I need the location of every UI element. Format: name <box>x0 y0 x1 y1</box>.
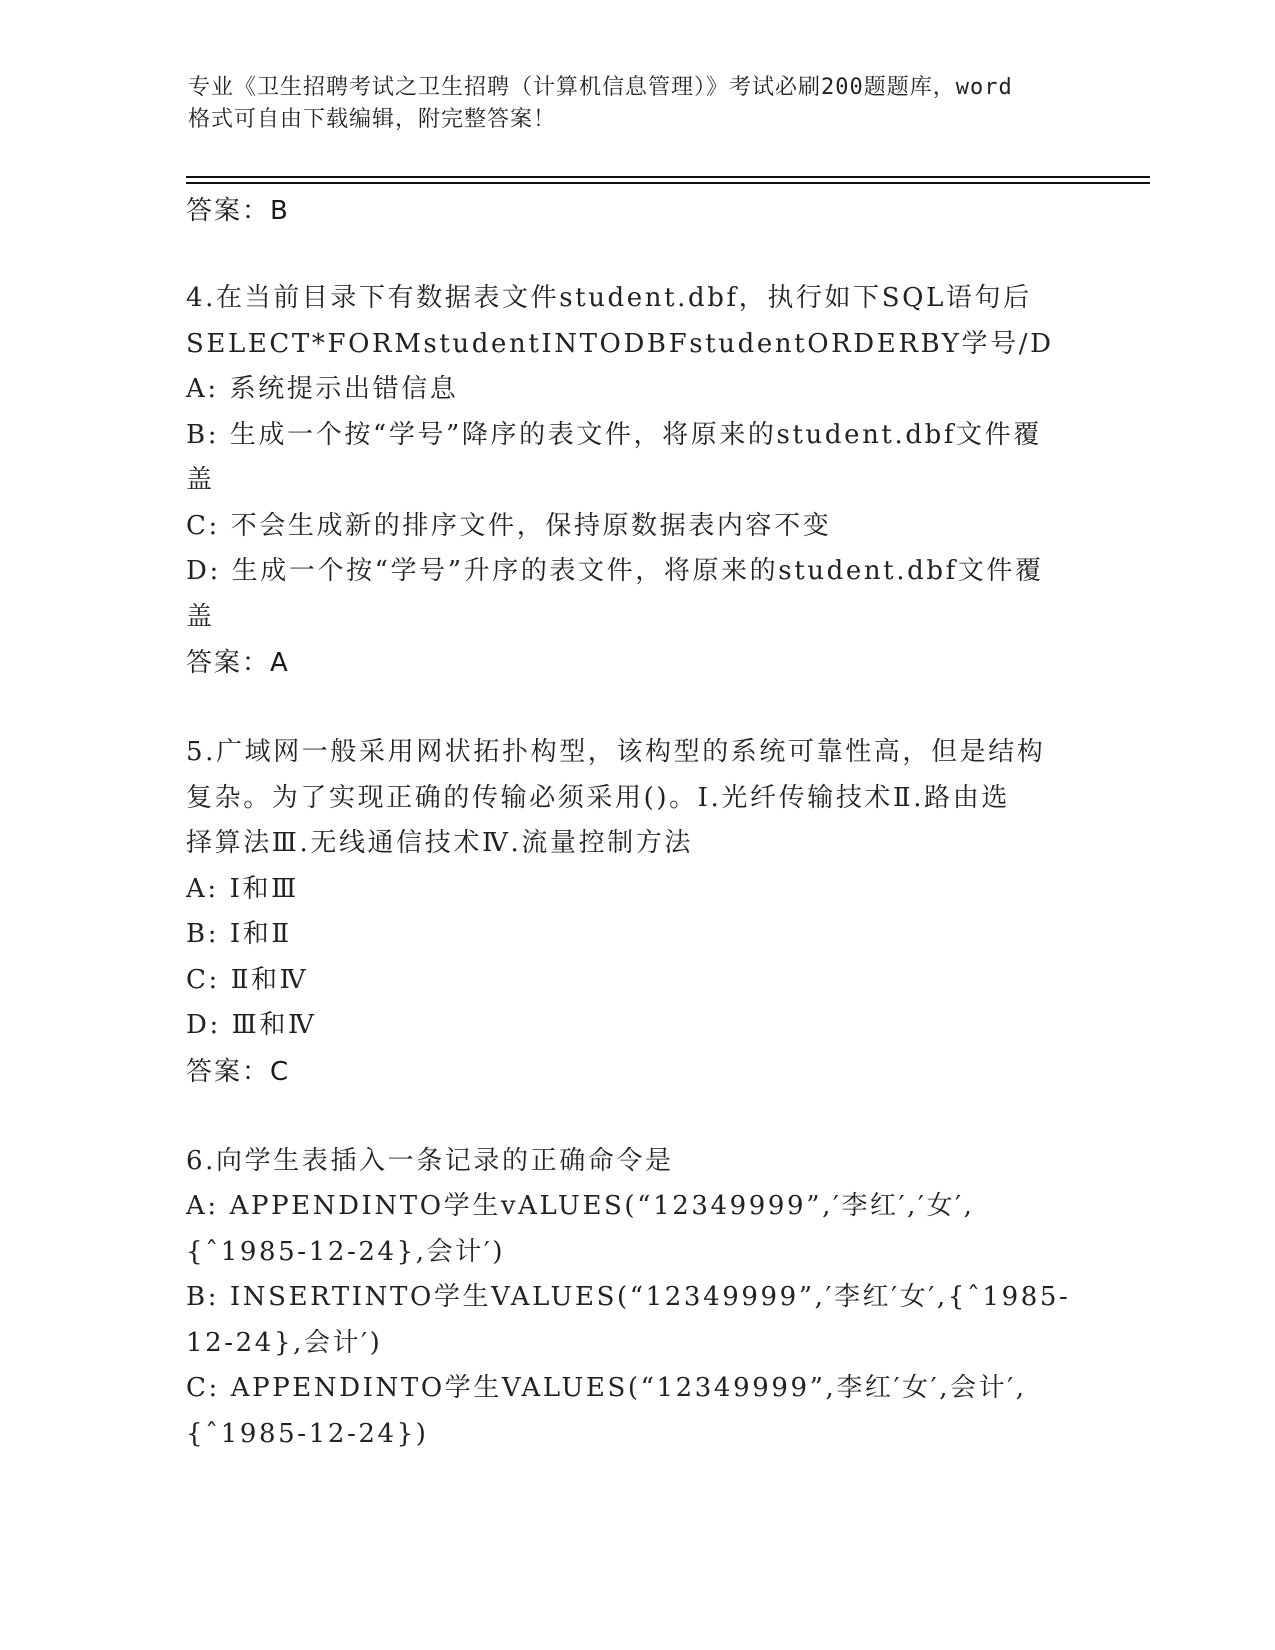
question-6 <box>186 1139 1086 1458</box>
header-line-2: 格式可自由下载编辑，附完整答案！ <box>188 107 557 132</box>
q6-option-a-line-1: A: APPENDINTO学生vALUES(“12349999”,′李红′,′女′, <box>186 1191 975 1221</box>
q5-option-c: C: Ⅱ和Ⅳ <box>186 964 309 995</box>
q4-option-c: C: 不会生成新的排序文件，保持原数据表内容不变 <box>186 510 832 541</box>
spacer <box>186 686 1086 730</box>
spacer <box>186 1095 1086 1139</box>
spacer <box>186 234 1086 276</box>
q4-option-b-line-1: B: 生成一个按“学号”降序的表文件，将原来的student.dbf文件覆 <box>186 419 1042 450</box>
q5-option-d: D: Ⅲ和Ⅳ <box>186 1010 317 1040</box>
q6-option-b-line-1: B: INSERTINTO学生VALUES(“12349999”,′李红′女′,{ˆ1985- <box>186 1282 1071 1312</box>
question-content <box>186 188 1086 1457</box>
header-line-1: 专业《卫生招聘考试之卫生招聘（计算机信息管理）》考试必刷200题题库，word <box>188 75 1013 100</box>
q5-stem-line-2: 复杂。为了实现正确的传输必须采用()。Ⅰ.光纤传输技术Ⅱ.路由选 <box>186 782 1010 813</box>
q4-stem-line-1: 4.在当前目录下有数据表文件student.dbf，执行如下SQL语句后 <box>186 283 1032 313</box>
q4-stem-line-2: SELECT*FORMstudentINTODBFstudentORDERBY学号/D <box>186 328 1054 359</box>
q6-option-b-line-2: 12-24},会计′) <box>186 1327 383 1358</box>
q4-option-d-line-1: D: 生成一个按“学号”升序的表文件，将原来的student.dbf文件覆 <box>186 556 1044 586</box>
header-divider-top <box>186 176 1150 178</box>
question-5 <box>186 730 1086 1095</box>
q5-stem-line-1: 5.广域网一般采用网状拓扑构型，该构型的系统可靠性高，但是结构 <box>186 737 1046 767</box>
page-header <box>188 72 1088 136</box>
q4-option-d-line-2: 盖 <box>186 601 215 632</box>
question-4 <box>186 276 1086 686</box>
q6-option-a-line-2: {ˆ1985-12-24},会计′) <box>186 1236 506 1267</box>
answer-previous: 答案：B <box>186 196 290 226</box>
q4-answer: 答案：A <box>186 648 290 678</box>
header-divider-bottom <box>186 182 1150 184</box>
q4-option-b-line-2: 盖 <box>186 465 215 495</box>
q4-option-a: A: 系统提示出错信息 <box>186 374 459 404</box>
q6-stem: 6.向学生表插入一条记录的正确命令是 <box>186 1145 674 1176</box>
q5-option-b: B: Ⅰ和Ⅱ <box>186 919 292 949</box>
q5-stem-line-3: 择算法Ⅲ.无线通信技术Ⅳ.流量控制方法 <box>186 828 693 858</box>
q6-option-c-line-1: C: APPENDINTO学生VALUES(“12349999”,李红′女′,会计′, <box>186 1373 1027 1403</box>
q5-answer: 答案：C <box>186 1056 291 1087</box>
q5-option-a: A: Ⅰ和Ⅲ <box>186 873 299 904</box>
q6-option-c-line-2: {ˆ1985-12-24}) <box>186 1418 429 1449</box>
